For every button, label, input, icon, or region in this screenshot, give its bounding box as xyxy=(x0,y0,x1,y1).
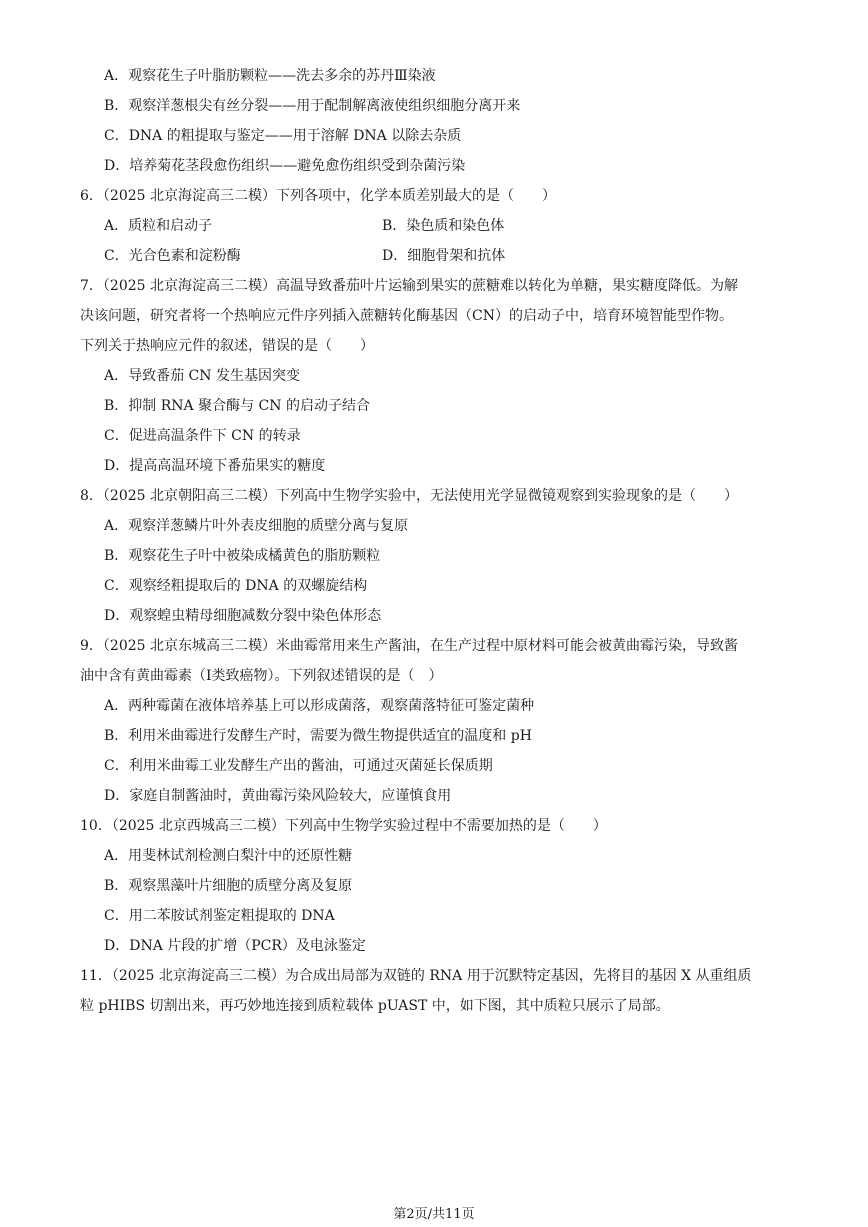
q9-stem-line1: 9．（2025 北京东城高三二模）米曲霉常用来生产酱油，在生产过程中原材料可能会被黄曲霉污染，导致酱 xyxy=(80,638,738,654)
q6-option-c: C．光合色素和淀粉酶 xyxy=(104,248,241,264)
q6-stem: 6．（2025 北京海淀高三二模）下列各项中，化学本质差别最大的是（ ） xyxy=(80,188,556,204)
q5-option-d: D．培养菊花茎段愈伤组织——避免愈伤组织受到杂菌污染 xyxy=(104,158,466,174)
q7-option-d: D．提高高温环境下番茄果实的糖度 xyxy=(104,458,326,474)
q8-option-c: C．观察经粗提取后的 DNA 的双螺旋结构 xyxy=(104,578,368,594)
q8-stem: 8．（2025 北京朝阳高三二模）下列高中生物学实验中，无法使用光学显微镜观察到实验现象的是（ ） xyxy=(80,488,738,504)
q6-option-b: B．染色质和染色体 xyxy=(382,218,505,234)
q10-option-b: B．观察黑藻叶片细胞的质壁分离及复原 xyxy=(104,878,353,894)
q7-stem-line2: 决该问题，研究者将一个热响应元件序列插入蔗糖转化酶基因（CN）的启动子中，培育环境智能型作物。 xyxy=(80,308,733,324)
q6-option-d: D．细胞骨架和抗体 xyxy=(382,248,506,264)
q7-option-c: C．促进高温条件下 CN 的转录 xyxy=(104,428,301,444)
q7-stem-line1: 7．（2025 北京海淀高三二模）高温导致番茄叶片运输到果实的蔗糖难以转化为单糖，果实糖度降低。为解 xyxy=(80,278,738,294)
q8-option-d: D．观察蝗虫精母细胞减数分裂中染色体形态 xyxy=(104,608,382,624)
q7-option-a: A．导致番茄 CN 发生基因突变 xyxy=(104,368,300,384)
q9-stem-line2: 油中含有黄曲霉素（Ⅰ类致癌物）。下列叙述错误的是（ ） xyxy=(80,668,443,684)
q9-option-b: B．利用米曲霉进行发酵生产时，需要为微生物提供适宜的温度和 pH xyxy=(104,728,532,744)
q9-option-a: A．两种霉菌在液体培养基上可以形成菌落，观察菌落特征可鉴定菌种 xyxy=(104,698,535,714)
q9-option-d: D．家庭自制酱油时，黄曲霉污染风险较大，应谨慎食用 xyxy=(104,788,452,804)
q8-option-a: A．观察洋葱鳞片叶外表皮细胞的质壁分离与复原 xyxy=(104,518,409,534)
page-number: 第2页/共11页 xyxy=(393,1207,475,1222)
q9-option-c: C．利用米曲霉工业发酵生产出的酱油，可通过灭菌延长保质期 xyxy=(104,758,493,774)
q10-option-a: A．用斐林试剂检测白梨汁中的还原性糖 xyxy=(104,848,353,864)
q8-option-b: B．观察花生子叶中被染成橘黄色的脂肪颗粒 xyxy=(104,548,381,564)
q10-option-c: C．用二苯胺试剂鉴定粗提取的 DNA xyxy=(104,908,335,924)
q11-stem-line1: 11．（2025 北京海淀高三二模）为合成出局部为双链的 RNA 用于沉默特定基因，先将目的基因 X 从重组质 xyxy=(80,968,752,984)
q7-stem-line3: 下列关于热响应元件的叙述，错误的是（ ） xyxy=(80,338,374,354)
q5-option-a: A．观察花生子叶脂肪颗粒——洗去多余的苏丹Ⅲ染液 xyxy=(104,68,436,84)
q5-option-b: B．观察洋葱根尖有丝分裂——用于配制解离液使组织细胞分离开来 xyxy=(104,98,521,114)
q5-option-c: C．DNA 的粗提取与鉴定——用于溶解 DNA 以除去杂质 xyxy=(104,128,462,144)
q10-option-d: D．DNA 片段的扩增（PCR）及电泳鉴定 xyxy=(104,938,366,954)
q6-option-a: A．质粒和启动子 xyxy=(104,218,213,234)
q10-stem: 10．（2025 北京西城高三二模）下列高中生物学实验过程中不需要加热的是（ ） xyxy=(80,818,607,834)
q11-stem-line2: 粒 pHIBS 切割出来，再巧妙地连接到质粒载体 pUAST 中，如下图，其中质粒只展示了局部。 xyxy=(80,998,670,1014)
q7-option-b: B．抑制 RNA 聚合酶与 CN 的启动子结合 xyxy=(104,398,370,414)
